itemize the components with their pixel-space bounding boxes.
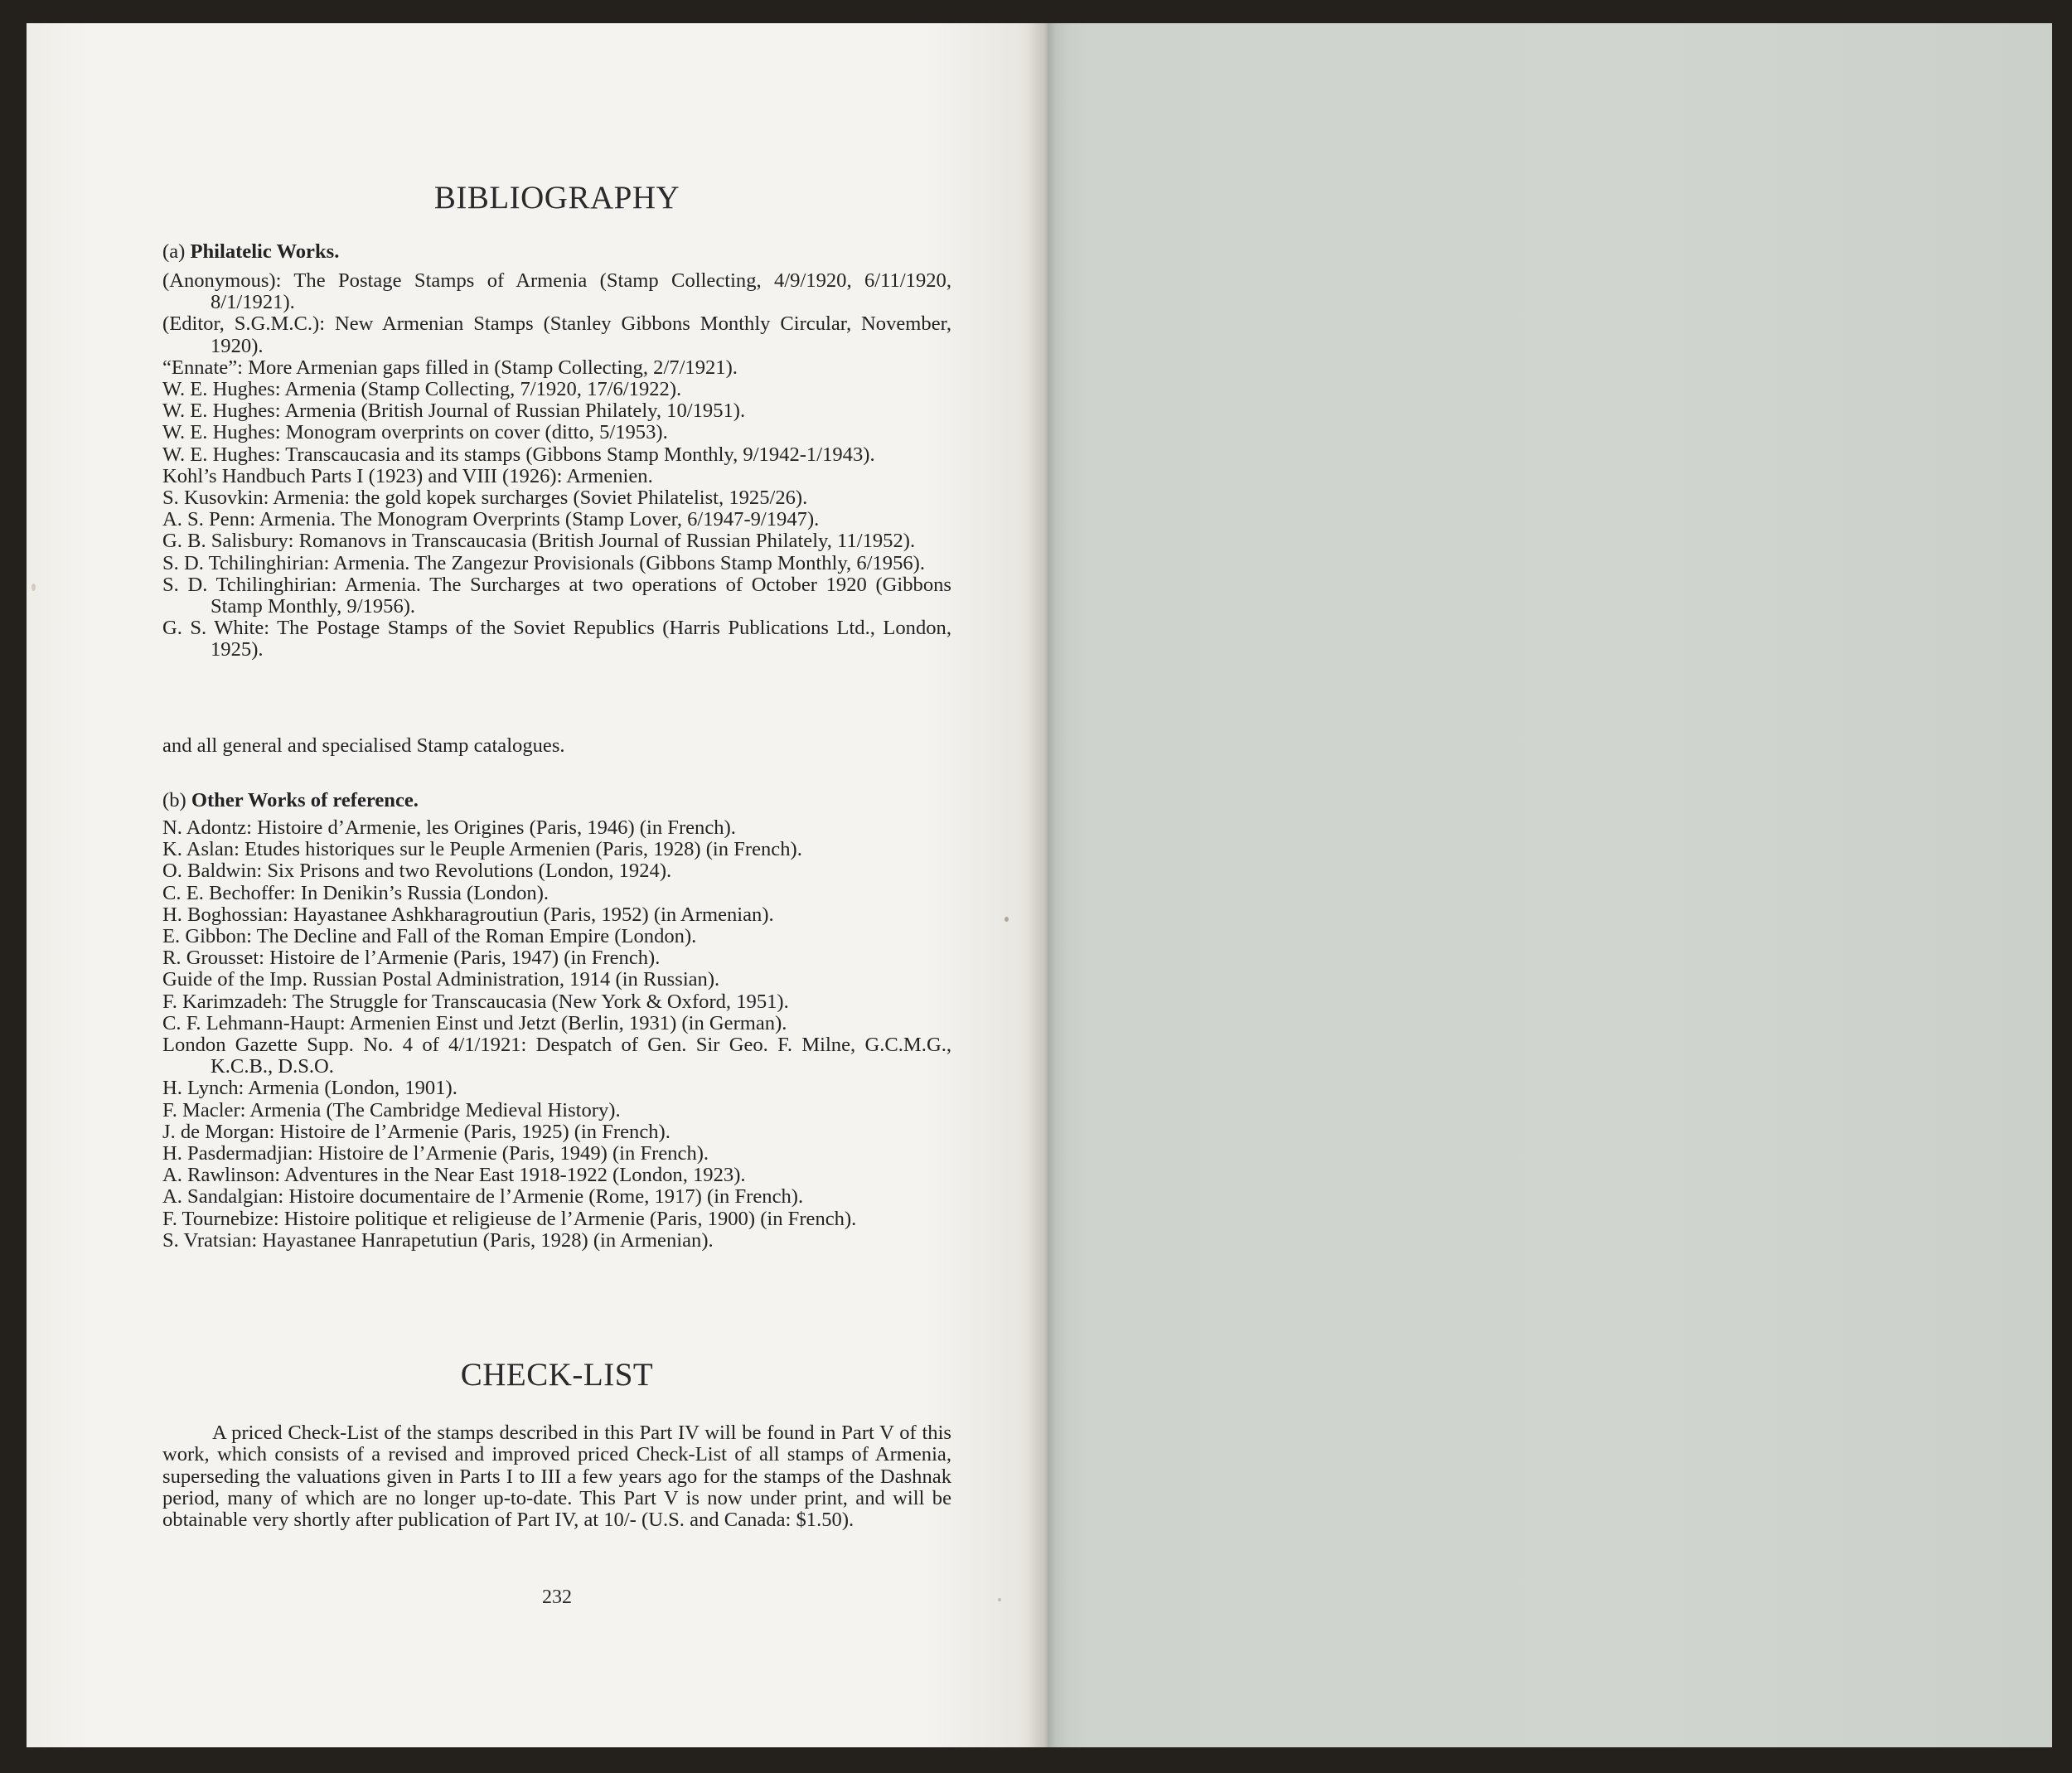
section-a-label: (a) (162, 240, 186, 263)
section-b-label: (b) (162, 789, 186, 811)
bibliography-entry: C. E. Bechoffer: In Denikin’s Russia (London). (162, 881, 549, 904)
bibliography-entry: O. Baldwin: Six Prisons and two Revolutions (London, 1924). (162, 860, 672, 883)
bibliography-entry: A. Sandalgian: Histoire documentaire de l’Armenie (Rome, 1917) (in French). (162, 1185, 804, 1209)
bibliography-entry: (Anonymous): The Postage Stamps of Armenia (Stamp Collecting, 4/9/1920, 6/11/1920, 8/1/1921). (162, 269, 951, 314)
page-number: 232 (542, 1586, 572, 1608)
bibliography-entry: C. F. Lehmann-Haupt: Armenien Einst und Jetzt (Berlin, 1931) (in German). (162, 1011, 787, 1034)
section-a-heading (162, 240, 951, 264)
bibliography-entry: F. Karimzadeh: The Struggle for Transcaucasia (New York & Oxford, 1951). (162, 990, 789, 1013)
other-works-list (162, 817, 951, 1252)
bibliography-entry: F. Macler: Armenia (The Cambridge Medieval History). (162, 1098, 621, 1121)
paper-speck (31, 584, 36, 591)
bibliography-entry: W. E. Hughes: Transcaucasia and its stamps (Gibbons Stamp Monthly, 9/1942-1/1943). (162, 443, 875, 466)
bibliography-entry: F. Tournebize: Histoire politique et religieuse de l’Armenie (Paris, 1900) (in French). (162, 1207, 857, 1230)
bibliography-entry: W. E. Hughes: Armenia (Stamp Collecting, 7/1920, 17/6/1922). (162, 378, 682, 401)
bibliography-entry: A. S. Penn: Armenia. The Monogram Overprints (Stamp Lover, 6/1947-9/1947). (162, 508, 820, 531)
philatelic-works-list (162, 270, 951, 661)
checklist-paragraph: A priced Check-List of the stamps described in this Part IV will be found in Part V of this work, which consists of a revised and improved priced Check-List of all stamps of Armenia, superseding the valuations given in Parts I to III a few years ago for the stamps of the Dashnak period, many of which are no longer up-to-date. This Part V is now under print, and will be obtainable very shortly after publication of Part IV, at 10/- (U.S. and Canada: $1.50). (162, 1422, 951, 1532)
bibliography-entry: London Gazette Supp. No. 4 of 4/1/1921: Despatch of Gen. Sir Geo. F. Milne, G.C.M.G., K.C.B., D.S.O. (162, 1034, 951, 1078)
bibliography-entry: S. D. Tchilinghirian: Armenia. The Zangezur Provisionals (Gibbons Stamp Monthly, 6/1956). (162, 551, 925, 574)
checklist-title: CHECK-LIST (460, 1357, 654, 1393)
section-b-heading (162, 789, 951, 812)
bibliography-entry: “Ennate”: More Armenian gaps filled in (Stamp Collecting, 2/7/1921). (162, 356, 738, 379)
bibliography-entry: S. D. Tchilinghirian: Armenia. The Surcharges at two operations of October 1920 (Gibbons Stamp Monthly, 9/1956). (162, 573, 951, 618)
bibliography-entry: N. Adontz: Histoire d’Armenie, les Origines (Paris, 1946) (in French). (162, 816, 736, 839)
bibliography-entry: Guide of the Imp. Russian Postal Administration, 1914 (in Russian). (162, 968, 720, 991)
paper-speck (998, 1598, 1001, 1601)
right-page-blank (1048, 23, 2052, 1747)
bibliography-entry: H. Pasdermadjian: Histoire de l’Armenie (Paris, 1949) (in French). (162, 1142, 709, 1165)
section-a-name: Philatelic Works. (190, 240, 340, 263)
bibliography-entry: W. E. Hughes: Monogram overprints on cover (ditto, 5/1953). (162, 421, 668, 444)
bibliography-entry: W. E. Hughes: Armenia (British Journal of Russian Philately, 10/1951). (162, 400, 746, 423)
left-page (27, 23, 1048, 1747)
paper-speck (1005, 917, 1009, 922)
bibliography-entry: E. Gibbon: The Decline and Fall of the Roman Empire (London). (162, 925, 697, 948)
bibliography-entry: R. Grousset: Histoire de l’Armenie (Paris, 1947) (in French). (162, 947, 661, 970)
bibliography-entry: G. B. Salisbury: Romanovs in Transcaucasia (British Journal of Russian Philately, 11/1952). (162, 530, 916, 553)
bibliography-entry: S. Vratsian: Hayastanee Hanrapetutiun (Paris, 1928) (in Armenian). (162, 1228, 714, 1252)
bibliography-entry: G. S. White: The Postage Stamps of the Soviet Republics (Harris Publications Ltd., London, 1925). (162, 617, 951, 661)
philatelic-closing-line: and all general and specialised Stamp catalogues. (162, 734, 565, 757)
section-b-name: Other Works of reference. (191, 789, 419, 811)
bibliography-entry: Kohl’s Handbuch Parts I (1923) and VIII (1926): Armenien. (162, 464, 653, 487)
bibliography-entry: K. Aslan: Etudes historiques sur le Peuple Armenien (Paris, 1928) (in French). (162, 838, 802, 861)
bibliography-title: BIBLIOGRAPHY (433, 180, 680, 216)
book-gutter (1028, 23, 1067, 1747)
bibliography-entry: (Editor, S.G.M.C.): New Armenian Stamps (Stanley Gibbons Monthly Circular, November, 1920). (162, 312, 951, 357)
bibliography-entry: H. Lynch: Armenia (London, 1901). (162, 1077, 457, 1100)
bibliography-entry: S. Kusovkin: Armenia: the gold kopek surcharges (Soviet Philatelist, 1925/26). (162, 487, 808, 510)
bibliography-entry: J. de Morgan: Histoire de l’Armenie (Paris, 1925) (in French). (162, 1120, 670, 1143)
bibliography-entry: A. Rawlinson: Adventures in the Near East 1918-1922 (London, 1923). (162, 1164, 746, 1187)
bibliography-entry: H. Boghossian: Hayastanee Ashkharagroutiun (Paris, 1952) (in Armenian). (162, 903, 774, 926)
